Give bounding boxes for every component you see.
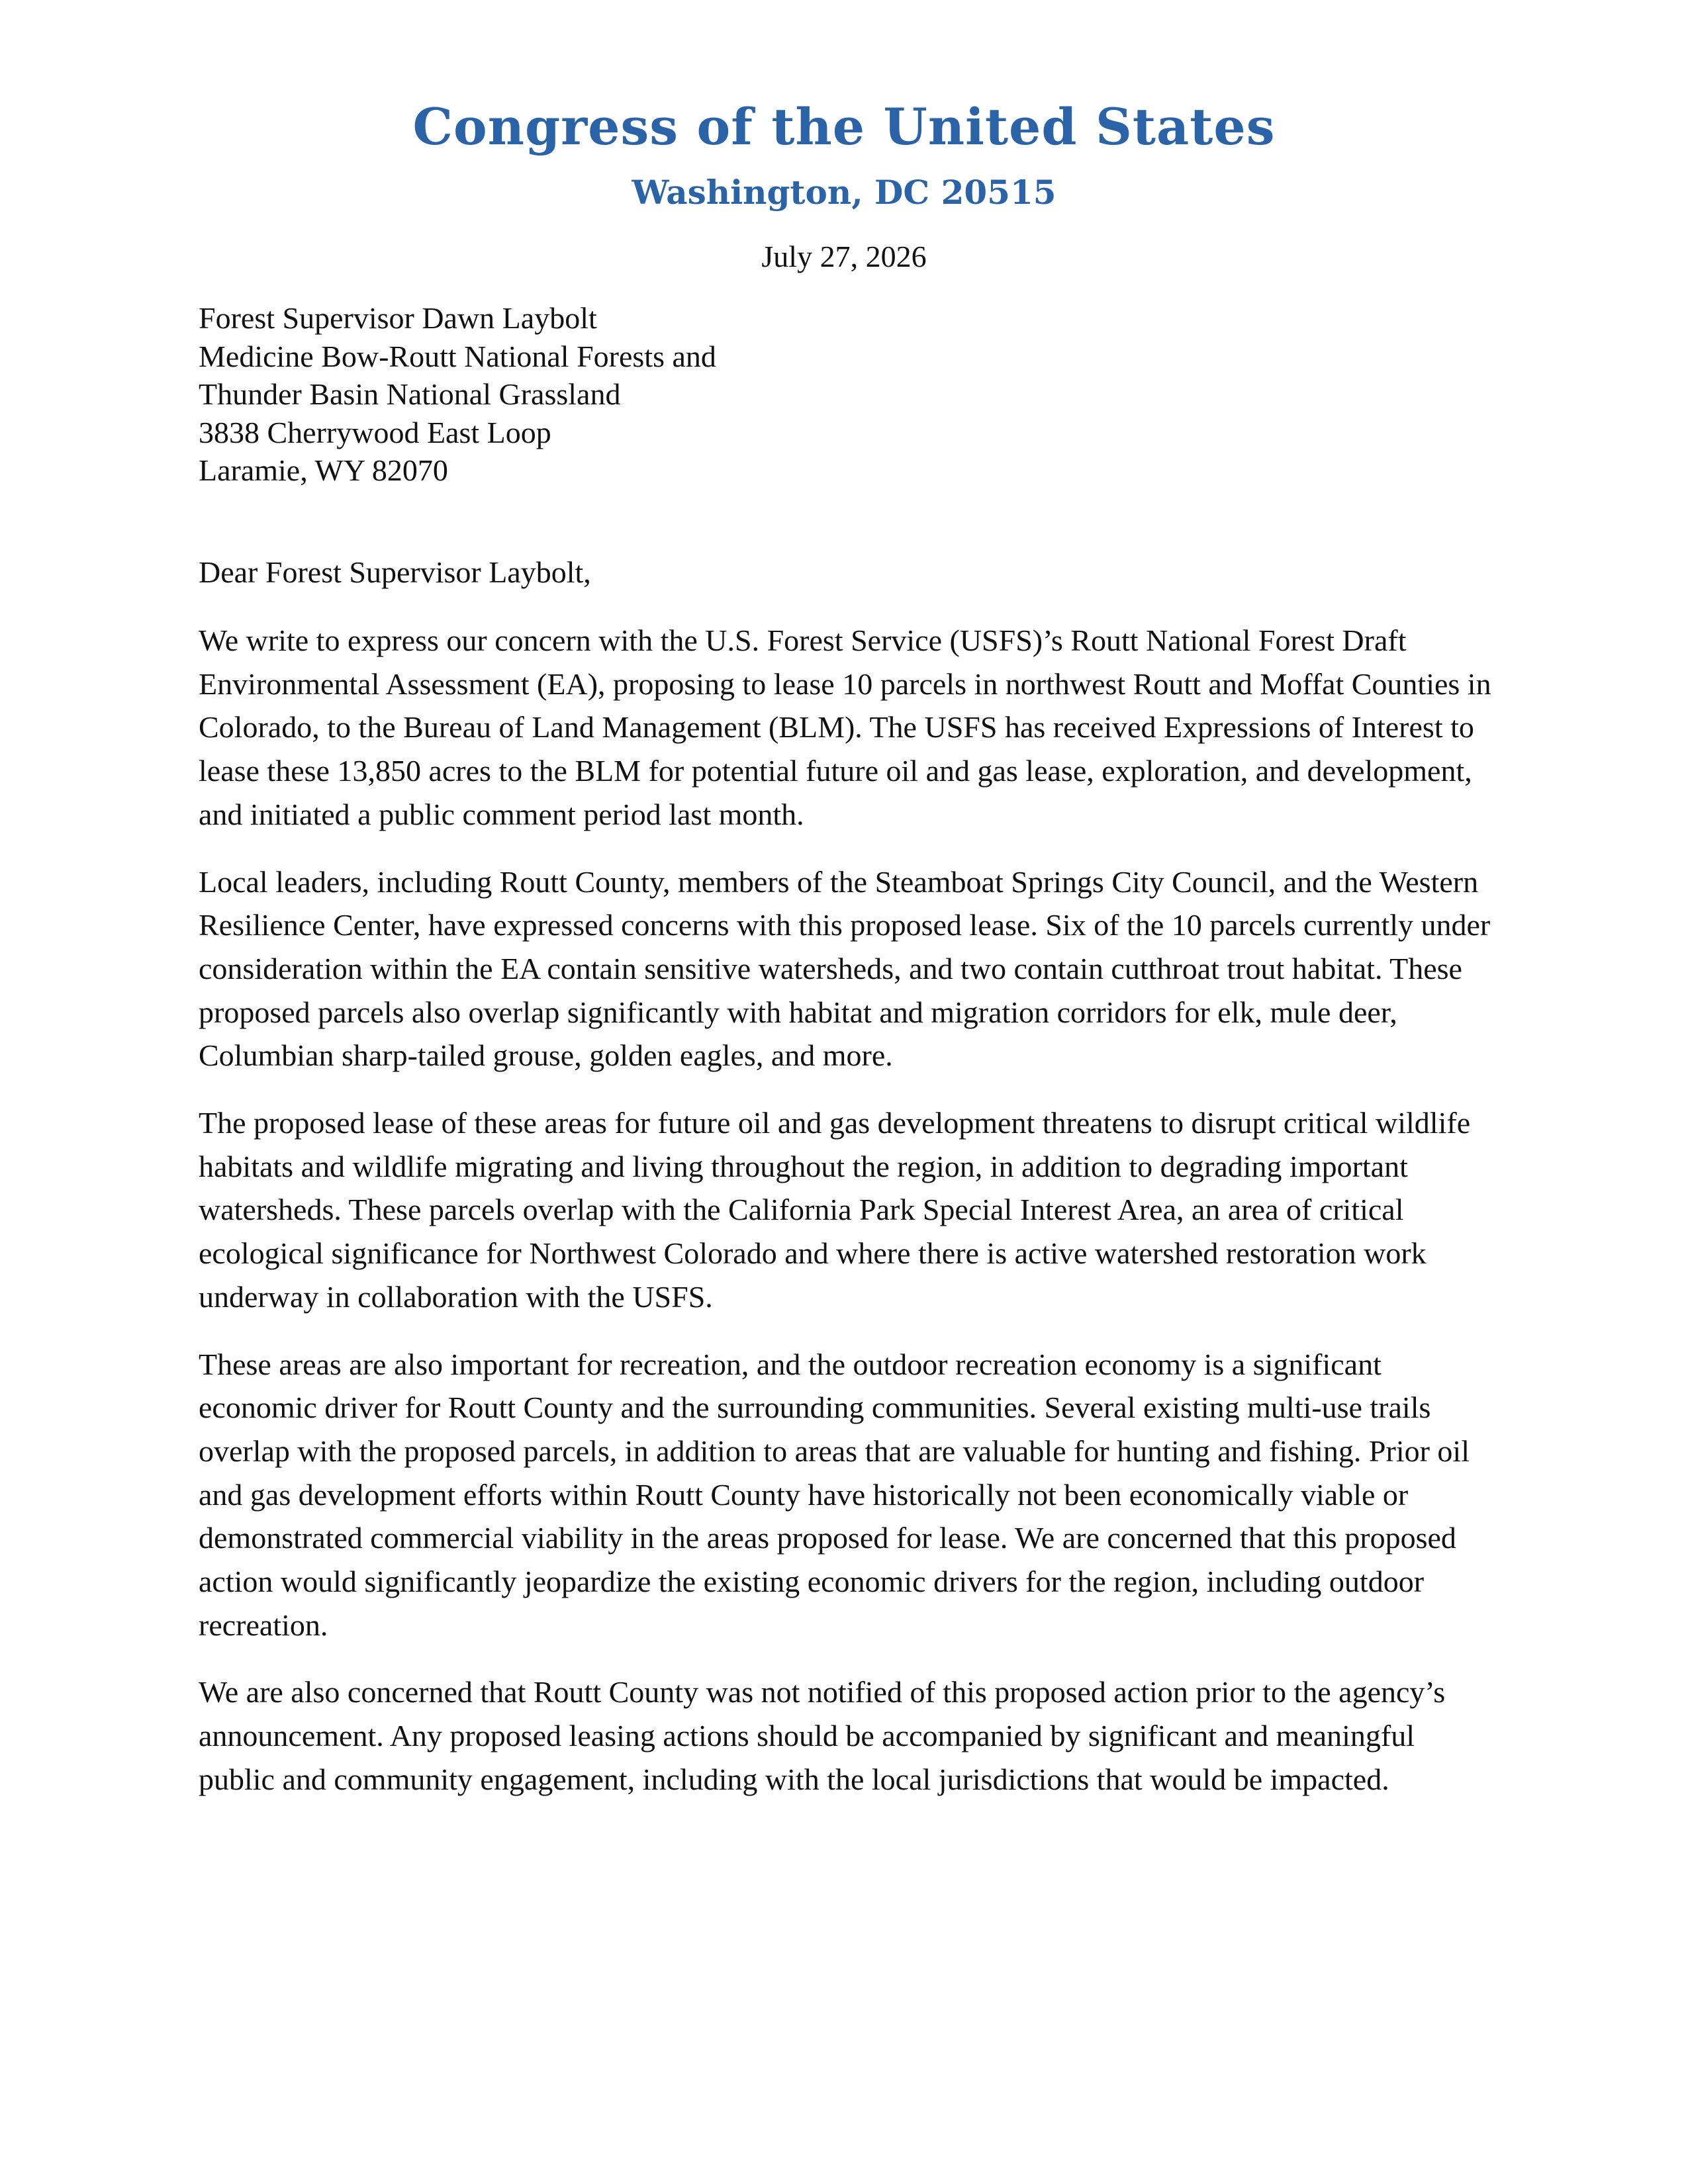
letterhead-title: Congress of the United States [412,97,1276,156]
body-paragraph-5: We are also concerned that Routt County was not notified of this proposed action prior to the agency’s announcement. Any proposed leasing actions should be accompanied by significant and meaningful public and community engagement, including with the local jurisdictions that would be impacted. [199,1675,1446,1796]
letter-date: July 27, 2026 [761,240,927,273]
salutation: Dear Forest Supervisor Laybolt, [199,555,591,589]
recipient-office-line-2: Thunder Basin National Grassland [199,377,621,411]
letterhead-city: Washington, DC 20515 [632,173,1056,212]
body-paragraph-4: These areas are also important for recreation, and the outdoor recreation economy is a significant economic driver for Routt County and the surrounding communities. Several existing multi-use trails overlap with the proposed parcels, in addition to areas that are valuable for hunting and fishing. Prior oil and gas development efforts within Routt County have historically not been economically viable or demonstrated commercial viability in the areas proposed for lease. We are concerned that this proposed action would significantly jeopardize the existing economic drivers for the region, including outdoor recreation. [199,1347,1470,1642]
body-paragraph-1: We write to express our concern with the U.S. Forest Service (USFS)’s Routt National Forest Draft Environmental Assessment (EA), proposing to lease 10 parcels in northwest Routt and Moffat Counties in Colorado, to the Bureau of Land Management (BLM). The USFS has received Expressions of Interest to lease these 13,850 acres to the BLM for potential future oil and gas lease, exploration, and development, and initiated a public comment period last month. [199,623,1491,831]
body-paragraph-3: The proposed lease of these areas for future oil and gas development threatens to disrupt critical wildlife habitats and wildlife migrating and living throughout the region, in addition to degrading important watersheds. These parcels overlap with the California Park Special Interest Area, an area of critical ecological significance for Northwest Colorado and where there is active watershed restoration work underway in collaboration with the USFS. [199,1106,1471,1314]
letterhead [0,93,1688,216]
letter-body [199,619,1496,1825]
recipient-street-line: 3838 Cherrywood East Loop [199,415,551,449]
recipient-office-line: Medicine Bow-Routt National Forests and [199,339,716,373]
body-paragraph-2: Local leaders, including Routt County, members of the Steamboat Springs City Council, and the Western Resilience Center, have expressed concerns with this proposed lease. Six of the 10 parcels currently under consideration within the EA contain sensitive watersheds, and two contain cutthroat trout habitat. These proposed parcels also overlap significantly with habitat and migration corridors for elk, mule deer, Columbian sharp-tailed grouse, golden eagles, and more. [199,864,1491,1073]
recipient-name-line: Forest Supervisor Dawn Laybolt [199,301,597,335]
recipient-city-line: Laramie, WY 82070 [199,453,448,487]
recipient-address [199,299,1456,490]
